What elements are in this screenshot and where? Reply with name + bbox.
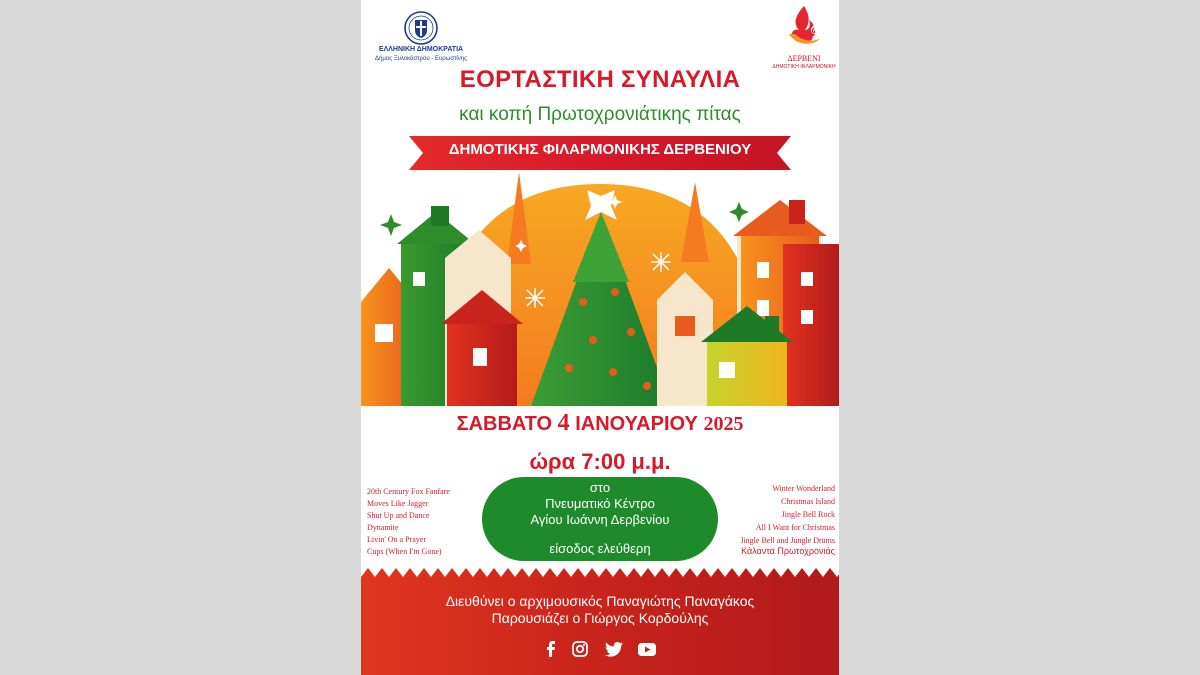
facebook-icon[interactable] — [541, 640, 561, 658]
conductor-credit: Διευθύνει ο αρχιμουσικός Παναγιώτης Παναγάκος — [445, 593, 755, 609]
philharmonic-subtitle: ΔΗΜΟΤΙΚΗ ΦΙΛΑΡΜΟΝΙΚΗ — [772, 64, 836, 70]
concert-poster — [361, 0, 839, 675]
song-right-2: Christmas Island — [781, 497, 835, 506]
venue-line-1: Πνευματικό Κέντρο — [545, 496, 655, 511]
greek-coat-of-arms-icon — [403, 10, 439, 46]
poster-title: ΕΟΡΤΑΣΤΙΚΗ ΣΥΝΑΥΛΙΑ — [459, 66, 741, 93]
song-left-3: Shut Up and Dance — [367, 511, 430, 520]
date-day: ΣΑΒΒΑΤΟ — [456, 413, 553, 435]
youtube-icon[interactable] — [637, 640, 657, 658]
song-right-3: Jingle Bell Rock — [781, 510, 835, 519]
song-right-6: Κάλαντα Πρωτοχρονιάς — [741, 546, 835, 556]
poster-subtitle: και κοπή Πρωτοχρονιάτικης πίτας — [459, 104, 741, 125]
ribbon-label: ΔΗΜΟΤΙΚΗΣ ΦΙΛΑΡΜΟΝΙΚΗΣ ΔΕΡΒΕΝΙΟΥ — [448, 141, 752, 158]
event-date — [361, 410, 839, 437]
svg-text:𝄞: 𝄞 — [809, 19, 819, 38]
venue-line-2: Αγίου Ιωάννη Δερβενίου — [530, 512, 670, 527]
song-right-1: Winter Wonderland — [772, 484, 835, 493]
instagram-icon[interactable] — [570, 640, 590, 658]
song-left-6: Cups (When I'm Gone) — [367, 547, 442, 556]
song-right-4: All I Want for Christmas — [755, 523, 835, 532]
song-left-5: Livin' On a Prayer — [367, 535, 426, 544]
presenter-credit: Παρουσιάζει ο Γιώργος Κορδούλης — [491, 610, 709, 626]
municipality-label: Δήμος Ξυλοκάστρου - Ευρωστίνης — [375, 56, 467, 62]
date-number: 4 — [557, 410, 570, 436]
date-year: 2025 — [703, 413, 744, 435]
date-month: ΙΑΝΟΥΑΡΙΟΥ — [575, 413, 698, 435]
philharmonic-flame-logo — [781, 4, 827, 52]
venue-prefix: στο — [589, 480, 611, 495]
song-left-1: 20th Century Fox Fanfare — [367, 487, 450, 496]
song-left-4: Dynamite — [367, 523, 399, 532]
venue-entry: είσοδος ελεύθερη — [549, 541, 651, 556]
government-label: ΕΛΛΗΝΙΚΗ ΔΗΜΟΚΡΑΤΙΑ — [378, 46, 464, 53]
philharmonic-name: ΔΕΡΒΕΝΙ — [787, 54, 821, 63]
twitter-icon[interactable] — [604, 640, 624, 658]
song-left-2: Moves Like Jagger — [367, 499, 429, 508]
christmas-town-illustration — [361, 172, 839, 406]
event-time: ώρα 7:00 μ.μ. — [529, 449, 671, 474]
song-right-5: Jingle Bell and Jungle Drums — [740, 536, 835, 545]
